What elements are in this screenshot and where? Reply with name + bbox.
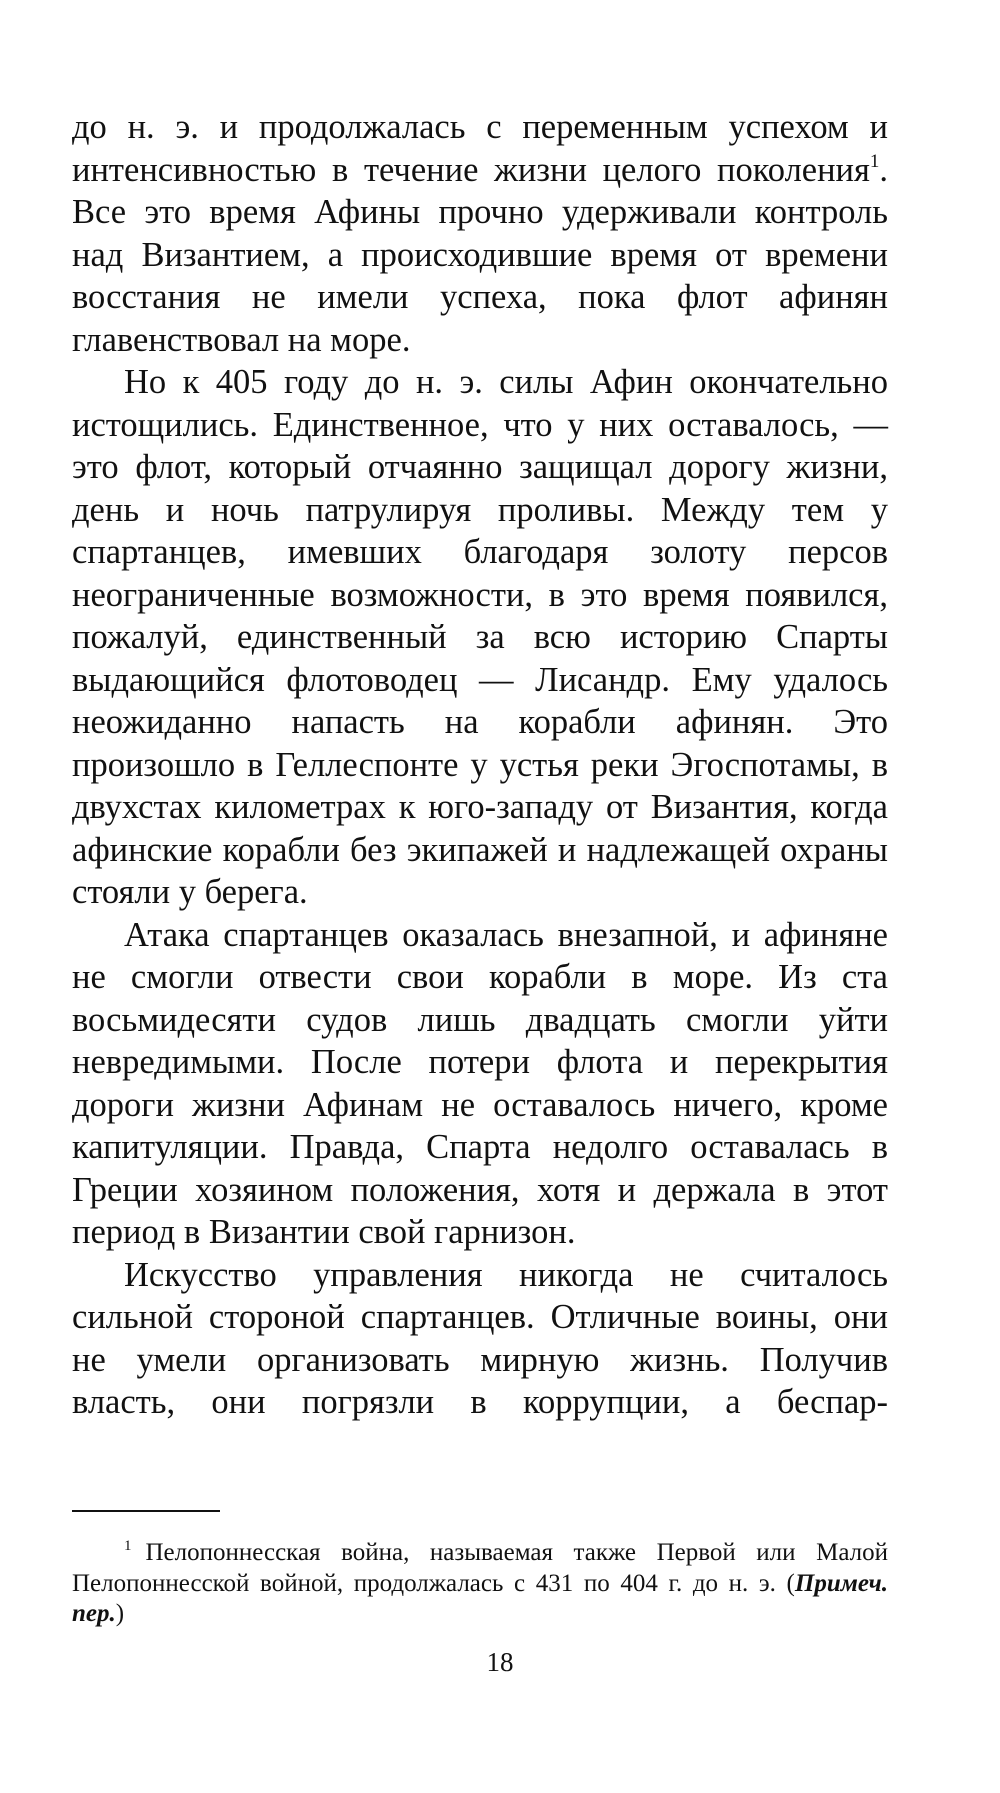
footnote-divider	[72, 1510, 220, 1512]
footnote-text: Пелопоннесская война, называемая также Первой или Малой Пелопоннесской войной, продолжалась с 431 по 404 г. до н. э. (	[72, 1539, 888, 1597]
footnote-reference: 1	[869, 150, 880, 172]
footnote	[72, 1538, 888, 1630]
paragraph-2: Но к 405 году до н. э. силы Афин окончательно истощились. Единственное, что у них оставалось, — это флот, который отчаянно защищал дорогу жизни, день и ночь патрулируя проливы. Между тем у спартанцев, имевших благодаря золоту персов неограниченные возможности, в это время появился, пожалуй, единственный за всю историю Спарты выдающийся флотоводец — Лисандр. Ему удалось неожиданно напасть на корабли афинян. Это произошло в Геллеспонте у устья реки Эгоспотамы, в двухстах километрах к юго-западу от Византия, когда афинские корабли без экипажей и надлежащей охраны стояли у берега.	[72, 363, 888, 911]
paragraph-3: Атака спартанцев оказалась внезапной, и афиняне не смогли отвести свои корабли в море. Из ста восьмидесяти судов лишь двадцать смогли уйти невредимыми. После потери флота и перекрытия дороги жизни Афинам не оставалось ничего, кроме капитуляции. Правда, Спарта недолго оставалась в Греции хозяином положения, хотя и держала в этот период в Византии свой гарнизон.	[72, 915, 888, 1251]
paragraph-4: Искусство управления никогда не считалось сильной стороной спартанцев. Отличные воины, они не умели организовать мирную жизнь. Получив власть, они погрязли в коррупции, а беспар-	[72, 1255, 888, 1421]
paragraph-1-text: до н. э. и продолжалась с переменным успехом и интенсивностью в течение жизни целого поколения	[72, 108, 888, 189]
footnote-mark: 1	[124, 1537, 132, 1554]
page-number: 18	[486, 1647, 514, 1677]
paragraph-1	[72, 106, 888, 361]
main-text	[72, 106, 888, 1424]
paragraph-1-text-continued: . Все это время Афины прочно удерживали контроль над Византием, а происходившие время от времени восстания не имели успеха, пока флот афинян главенствовал на море.	[72, 150, 888, 359]
footnote-close: )	[115, 1600, 125, 1627]
footnote-note-label: Примеч. пер.	[72, 1569, 888, 1627]
